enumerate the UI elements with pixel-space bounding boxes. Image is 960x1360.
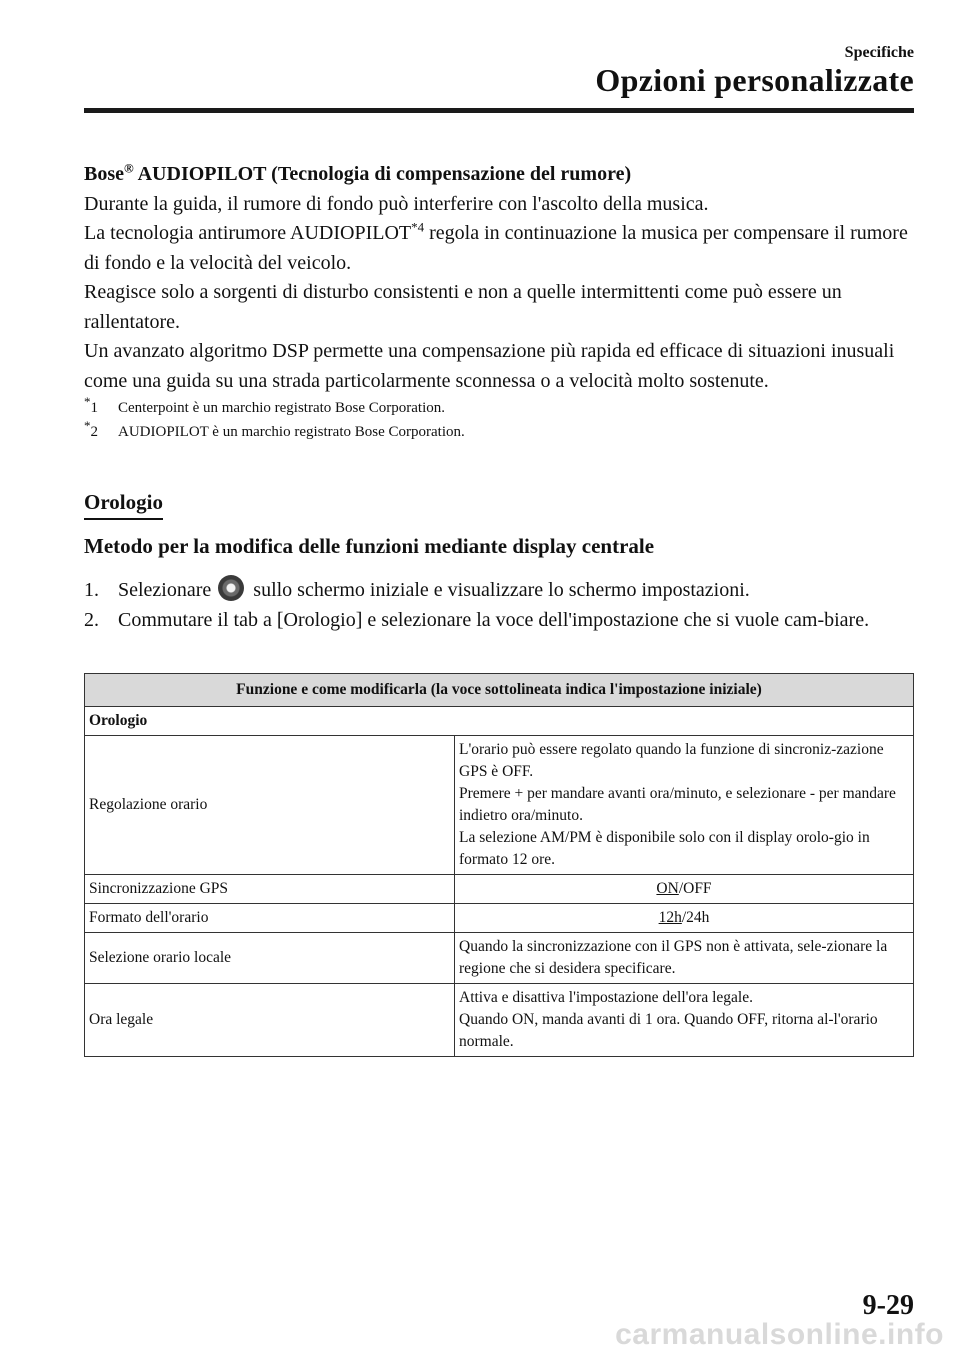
desc-line: L'orario può essere regolato quando la funzione di sincroniz-zazione GPS è OFF. [459,741,884,780]
title-underline [84,518,163,520]
footnote-2-text: AUDIOPILOT è un marchio registrato Bose Corporation. [118,424,465,440]
footnote-1-num: 1 [90,400,98,416]
settings-icon [218,575,244,601]
step-number: 2. [84,609,99,631]
row-label: Formato dell'orario [85,904,455,933]
other-option: /OFF [678,880,712,897]
bose-paragraph-4: Un avanzato algoritmo DSP permette una compensazione più rapida ed efficace di situazioni inusuali come una guida su una strada particolarmente sconnessa o a velocità molto sostenute. [84,340,895,392]
footnote-1-star: * [84,394,91,409]
default-option: 12h [658,909,682,926]
section-label: Specifiche [844,44,914,61]
watermark: carmanualsonline.info [615,1318,944,1351]
registered-mark: ® [124,160,134,176]
step-item [84,575,914,605]
footnote-1 [84,396,914,420]
row-options [455,904,914,933]
footnote-2 [84,420,914,444]
bose-paragraph-2-a: La tecnologia antirumore AUDIOPILOT [84,222,412,244]
row-label: Regolazione orario [85,736,455,875]
row-label: Ora legale [85,984,455,1057]
desc-line: Quando la sincronizzazione con il GPS non è attivata, sele-zionare la regione che si desidera specificare. [459,938,888,977]
bose-paragraph-3: Reagisce solo a sorgenti di disturbo consistenti e non a quelle intermittenti come può essere un rallentatore. [84,281,842,333]
header-rule [84,108,914,113]
method-title: Metodo per la modifica delle funzioni mediante display centrale [84,534,655,558]
step-2-text: Commutare il tab a [Orologio] e selezionare la voce dell'impostazione che si vuole cam-biare. [118,609,870,631]
table-row [85,904,914,933]
bose-paragraph-2 [84,219,914,278]
table-header-row [85,674,914,707]
page-number: 9-29 [862,1290,914,1321]
row-description [455,933,914,984]
row-options [455,875,914,904]
other-option: /24h [681,909,710,926]
table-group-label: Orologio [85,707,914,736]
row-label: Sincronizzazione GPS [85,875,455,904]
step-number: 1. [84,579,99,601]
bose-heading-text: AUDIOPILOT (Tecnologia di compensazione del rumore) [133,163,632,185]
bose-paragraph-2-b: regola in continuazione la musica per compensare il rumore di fondo e la velocità del veicolo. [84,222,908,274]
table-header: Funzione e come modificarla (la voce sottolineata indica l'impostazione iniziale) [85,674,914,707]
desc-line: Quando ON, manda avanti di 1 ora. Quando OFF, ritorna al-l'orario normale. [459,1011,878,1050]
desc-line: Premere + per mandare avanti ora/minuto, e selezionare - per mandare indietro ora/minuto. [459,785,896,824]
table-group-row [85,707,914,736]
desc-line: La selezione AM/PM è disponibile solo con il display orolo-gio in formato 12 ore. [459,829,870,868]
clock-settings-table [84,673,914,1057]
page-title: Opzioni personalizzate [595,62,914,98]
clock-section-title [84,490,163,520]
row-description [455,984,914,1057]
step-item [84,605,914,635]
footnote-2-num: 2 [90,424,98,440]
table-row [85,875,914,904]
steps-list [84,575,914,635]
clock-title-text: Orologio [84,490,163,514]
row-label: Selezione orario locale [85,933,455,984]
table-row [85,984,914,1057]
step-1-a: Selezionare [118,579,212,601]
table-row [85,736,914,875]
desc-line: Attiva e disattiva l'impostazione dell'ora legale. [459,989,753,1006]
bose-paragraph-1: Durante la guida, il rumore di fondo può interferire con l'ascolto della musica. [84,192,709,215]
row-description [455,736,914,875]
step-1-b: sullo schermo iniziale e visualizzare lo schermo impostazioni. [253,579,750,601]
footnote-1-text: Centerpoint è un marchio registrato Bose Corporation. [118,400,446,416]
bose-audiopilot-section [84,160,914,444]
bose-heading [84,160,914,190]
footnote-ref: *4 [411,219,425,235]
bose-heading-brand: Bose [84,163,124,185]
footnote-2-star: * [84,418,91,433]
table-row [85,933,914,984]
default-option: ON [656,880,679,897]
